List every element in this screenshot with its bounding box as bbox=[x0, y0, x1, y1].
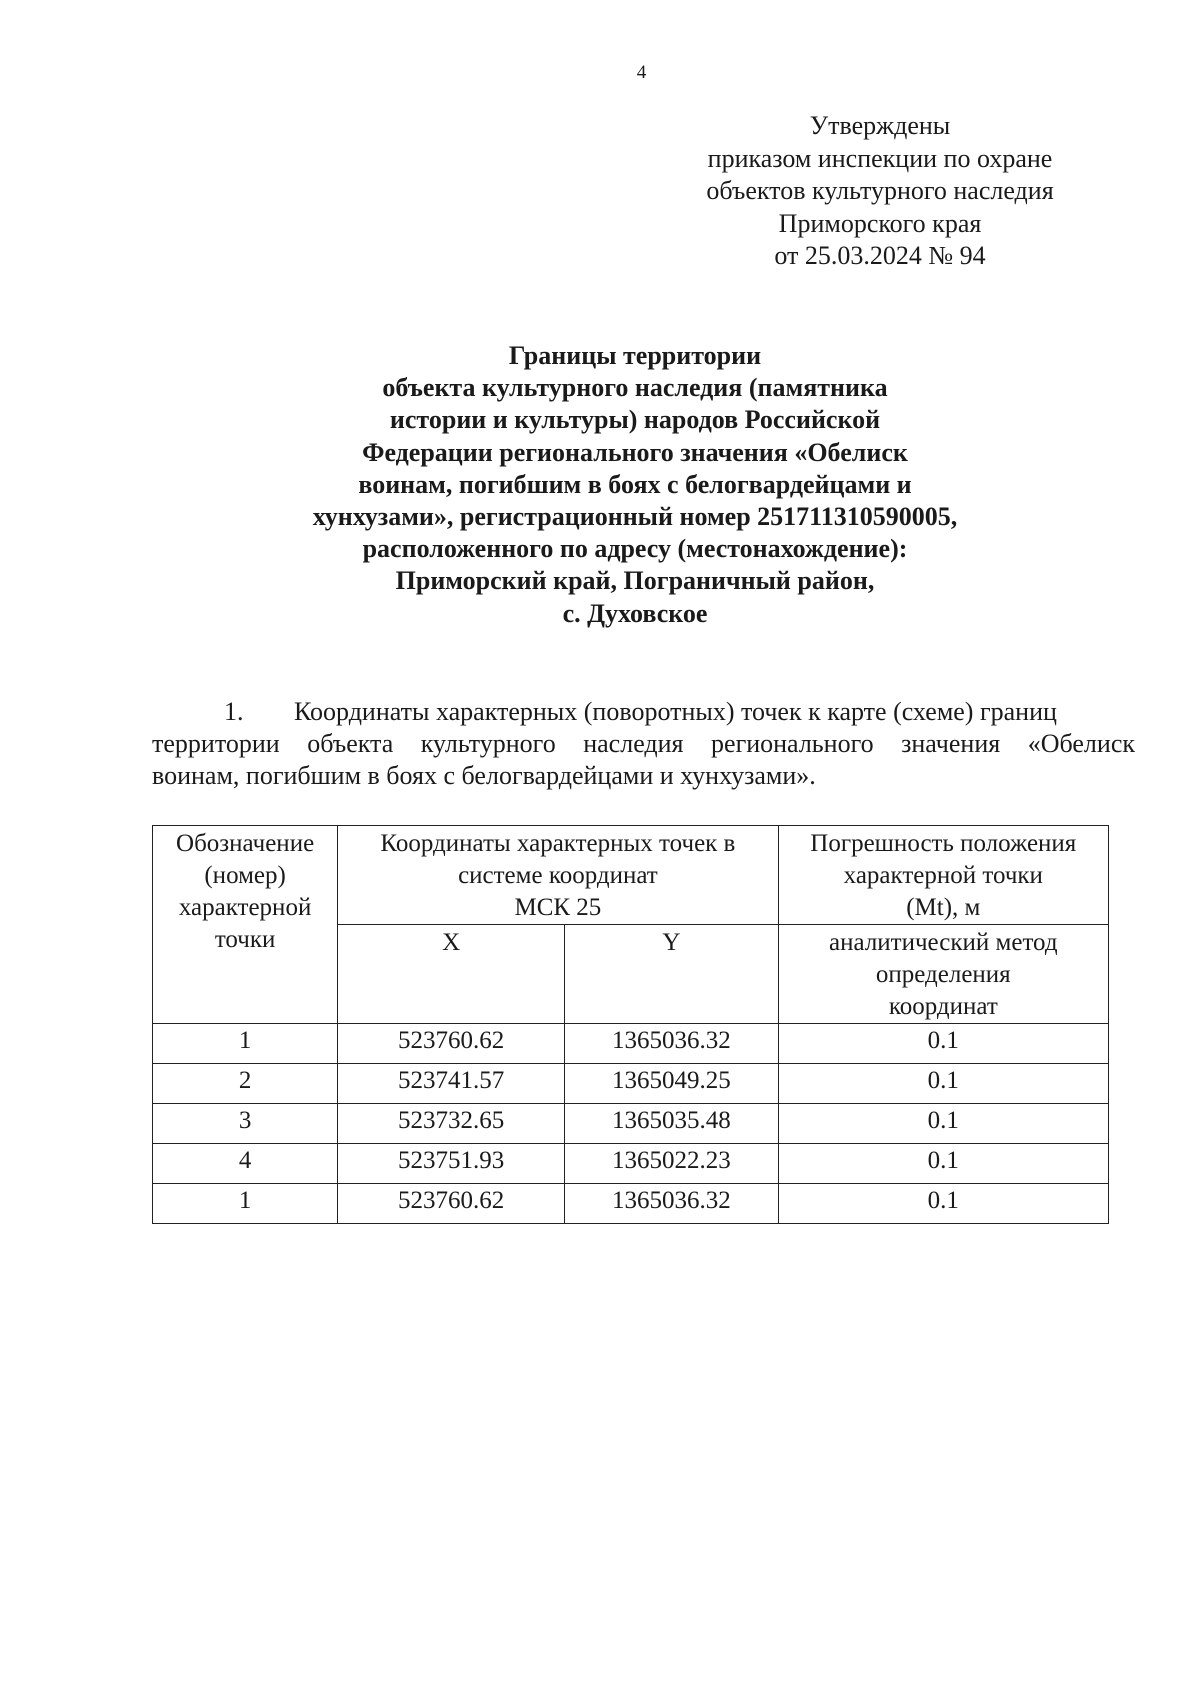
coordinates-paragraph bbox=[152, 696, 1135, 792]
header-coordinates bbox=[338, 826, 778, 925]
cell-y: 1365036.32 bbox=[565, 1184, 778, 1224]
approval-block bbox=[680, 110, 1080, 273]
paragraph-line: территории объекта культурного наследия регионального значения «Обелиск bbox=[152, 729, 1135, 758]
header-point-designation bbox=[153, 826, 338, 1024]
header-method bbox=[778, 925, 1108, 1024]
cell-x: 523760.62 bbox=[338, 1024, 565, 1064]
header-text: МСК 25 bbox=[514, 894, 602, 921]
paragraph-line bbox=[152, 696, 1135, 728]
header-text: (номер) bbox=[204, 862, 286, 889]
title-line: с. Духовское bbox=[562, 598, 708, 628]
table-row bbox=[153, 1144, 1109, 1184]
table-row bbox=[153, 1064, 1109, 1104]
header-text: (Mt), м bbox=[906, 894, 981, 921]
approval-line: Утверждены bbox=[809, 111, 951, 140]
cell-mt: 0.1 bbox=[778, 1024, 1108, 1064]
title-line: Границы территории bbox=[508, 341, 762, 370]
cell-mt: 0.1 bbox=[778, 1144, 1108, 1184]
title-line: Федерации регионального значения «Обелиск bbox=[362, 437, 908, 467]
title-line: Приморский край, Пограничный район, bbox=[395, 566, 875, 596]
cell-point: 2 bbox=[153, 1064, 338, 1104]
header-text: Обозначение bbox=[176, 830, 315, 857]
table-row bbox=[153, 1184, 1109, 1224]
cell-y: 1365036.32 bbox=[565, 1024, 778, 1064]
cell-y: 1365049.25 bbox=[565, 1064, 778, 1104]
title-line: расположенного по адресу (местонахождение): bbox=[362, 534, 908, 564]
header-text: Координаты характерных точек в bbox=[380, 830, 736, 857]
title-line: хунхузами», регистрационный номер 251711310590005, bbox=[312, 502, 958, 532]
approval-line: Приморского края bbox=[778, 208, 982, 238]
table-row bbox=[153, 1024, 1109, 1064]
paragraph-number: 1. bbox=[224, 697, 244, 726]
header-text: точки bbox=[214, 926, 276, 953]
cell-point: 3 bbox=[153, 1104, 338, 1144]
cell-x: 523732.65 bbox=[338, 1104, 565, 1144]
header-text: характерной точки bbox=[843, 862, 1043, 889]
document-title bbox=[250, 340, 1020, 630]
paragraph-line: воинам, погибшим в боях с белогвардейцами и хунхузами». bbox=[152, 761, 816, 790]
header-text: характерной bbox=[178, 894, 312, 921]
header-x: X bbox=[338, 925, 565, 1024]
cell-point: 1 bbox=[153, 1184, 338, 1224]
header-text: аналитический метод bbox=[829, 929, 1058, 956]
cell-x: 523741.57 bbox=[338, 1064, 565, 1104]
approval-line: от 25.03.2024 № 94 bbox=[774, 241, 986, 270]
header-text: системе координат bbox=[458, 862, 658, 889]
approval-line: приказом инспекции по охране bbox=[707, 143, 1053, 173]
header-accuracy bbox=[778, 826, 1108, 925]
title-line: воинам, погибшим в боях с белогвардейцами и bbox=[358, 469, 912, 499]
cell-point: 1 bbox=[153, 1024, 338, 1064]
cell-mt: 0.1 bbox=[778, 1184, 1108, 1224]
title-line: объекта культурного наследия (памятника bbox=[382, 373, 888, 403]
header-text: определения bbox=[875, 961, 1011, 988]
approval-line: объектов культурного наследия bbox=[706, 176, 1054, 205]
cell-mt: 0.1 bbox=[778, 1104, 1108, 1144]
cell-x: 523751.93 bbox=[338, 1144, 565, 1184]
cell-x: 523760.62 bbox=[338, 1184, 565, 1224]
cell-y: 1365022.23 bbox=[565, 1144, 778, 1184]
cell-point: 4 bbox=[153, 1144, 338, 1184]
cell-mt: 0.1 bbox=[778, 1064, 1108, 1104]
header-y: Y bbox=[565, 925, 778, 1024]
header-text: координат bbox=[888, 993, 998, 1020]
cell-y: 1365035.48 bbox=[565, 1104, 778, 1144]
page-number: 4 bbox=[636, 62, 647, 83]
title-line: истории и культуры) народов Российской bbox=[389, 405, 881, 435]
table-row bbox=[153, 1104, 1109, 1144]
header-text: Погрешность положения bbox=[810, 830, 1077, 857]
coordinates-table bbox=[152, 825, 1109, 1224]
paragraph-text: Координаты характерных (поворотных) точек к карте (схеме) границ bbox=[294, 697, 1057, 726]
